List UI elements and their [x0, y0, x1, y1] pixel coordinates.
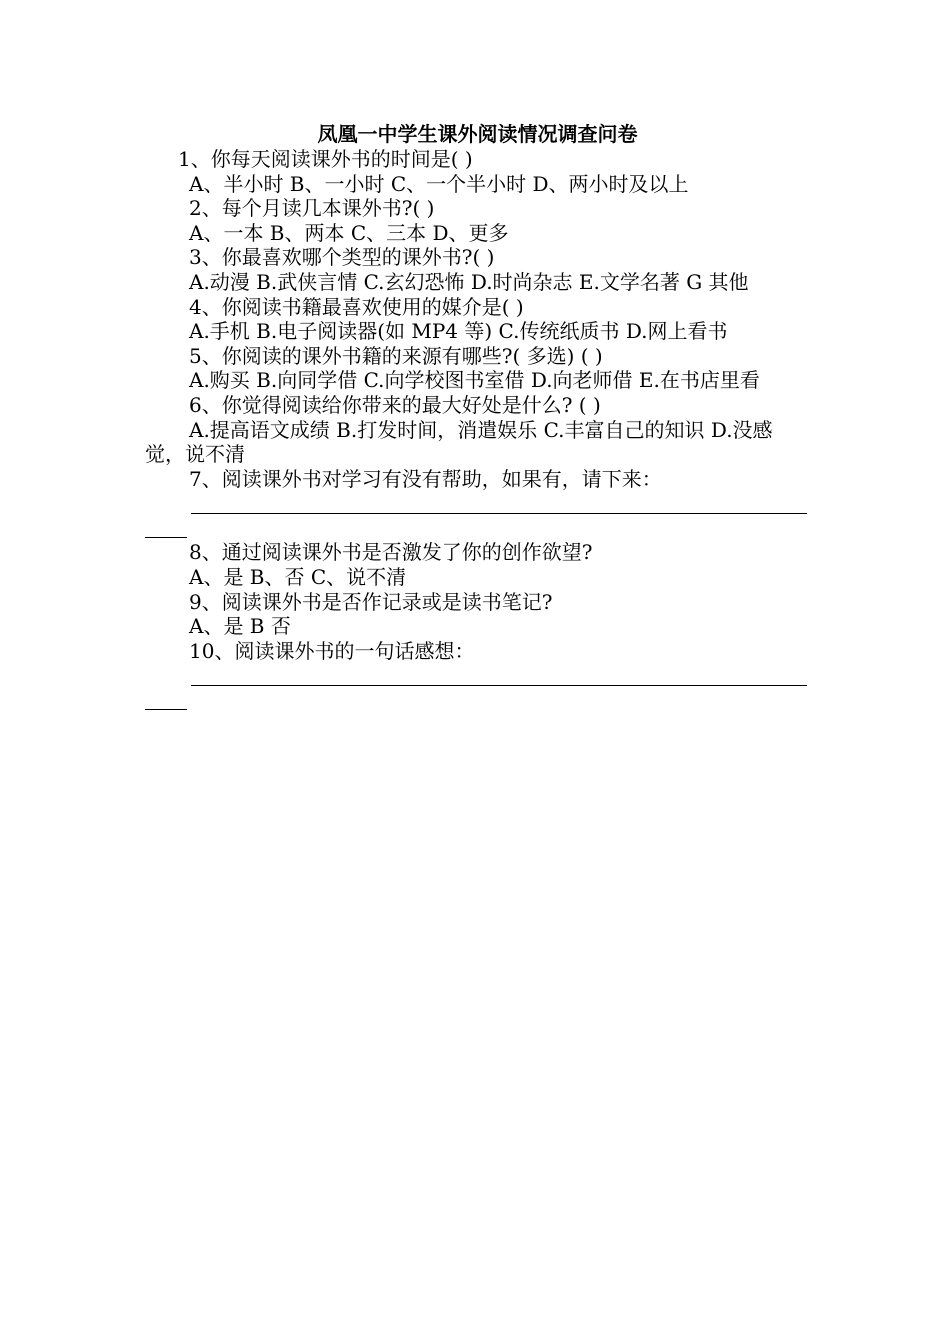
answer-line — [145, 709, 187, 710]
question-8: 8、通过阅读课外书是否激发了你的创作欲望? — [189, 540, 593, 565]
question-3-options: A.动漫 B.武侠言情 C.玄幻恐怖 D.时尚杂志 E.文学名著 G 其他 — [189, 269, 749, 294]
question-6: 6、你觉得阅读给你带来的最大好处是什么? ( ) — [189, 392, 601, 417]
question-5: 5、你阅读的课外书籍的来源有哪些?( 多选) ( ) — [189, 343, 603, 368]
question-1: 1、你每天阅读课外书的时间是( ) — [178, 147, 473, 171]
question-1-options: A、半小时 B、一小时 C、一个半小时 D、两小时及以上 — [189, 171, 689, 196]
answer-line — [191, 685, 807, 686]
answer-line — [145, 537, 187, 538]
question-7: 7、阅读课外书对学习有没有帮助，如果有，请下来： — [189, 466, 662, 491]
question-6-options: A.提高语文成绩 B.打发时间，消遣娱乐 C.丰富自己的知识 D.没感觉，说不清 — [145, 417, 773, 467]
question-5-options: A.购买 B.向同学借 C.向学校图书室借 D.向老师借 E.在书店里看 — [189, 368, 760, 393]
question-9-options: A、是 B 否 — [189, 614, 291, 639]
answer-blank-7[interactable] — [145, 491, 810, 540]
answer-line — [191, 513, 807, 514]
question-8-options: A、是 B、否 C、说不清 — [189, 564, 407, 589]
survey-title: 凤凰一中学生课外阅读情况调查问卷 — [317, 122, 638, 146]
question-2: 2、每个月读几本课外书?( ) — [189, 196, 435, 221]
question-9: 9、阅读课外书是否作记录或是读书笔记? — [189, 589, 553, 614]
question-4: 4、你阅读书籍最喜欢使用的媒介是( ) — [189, 294, 524, 319]
question-10: 10、阅读课外书的一句话感想： — [189, 638, 475, 663]
question-2-options: A、一本 B、两本 C、三本 D、更多 — [189, 220, 509, 245]
answer-blank-10[interactable] — [145, 663, 810, 712]
question-3: 3、你最喜欢哪个类型的课外书?( ) — [189, 245, 495, 270]
question-4-options: A.手机 B.电子阅读器(如 MP4 等) C.传统纸质书 D.网上看书 — [189, 319, 728, 344]
survey-content — [145, 122, 810, 712]
